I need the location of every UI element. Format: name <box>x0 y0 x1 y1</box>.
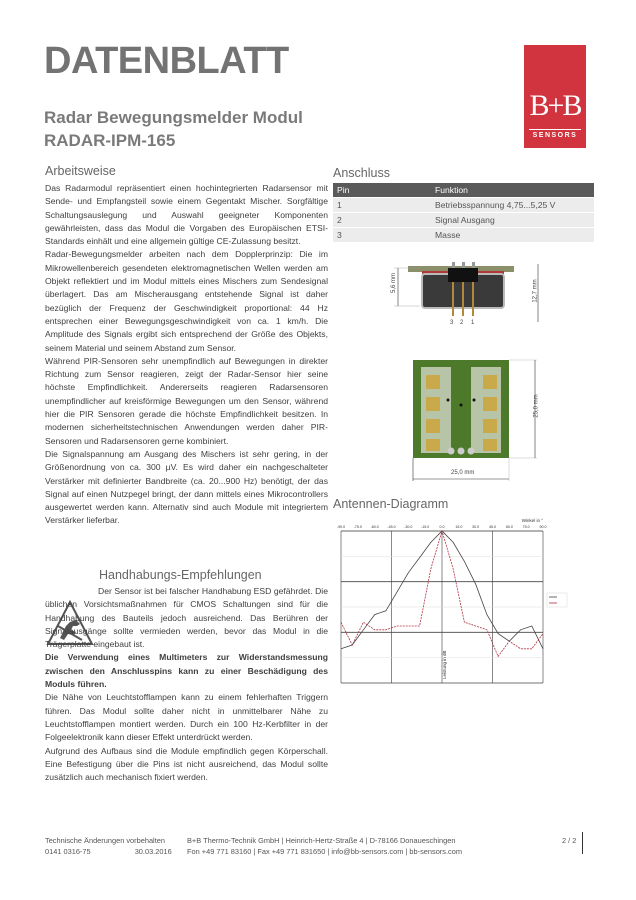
doc-info <box>45 846 172 857</box>
function-cell: Signal Ausgang <box>431 212 594 227</box>
esd-intro: Der Sensor ist bei falscher Handhabung ESD gefährdet. Die üblichen Vorsichtsmaßnahmen für CMOS Schaltungen sind für die Handhabung des Bauteils jedoch ausreichend. Das Berühren der Signalausgänge sollte vermieden werden, bevor das Modul in die Trägerplatte eingebaut ist. <box>45 586 328 650</box>
paragraph: Aufgrund des Aufbaus sind die Module empfindlich gegen Körperschall. Eine Befestigung über die Pins ist nicht ausreichend, das Modul sollte zusätzlich auch mechanisch fixiert werden. <box>45 745 328 783</box>
dimension-label: 12,7 mm <box>532 279 539 303</box>
handhabung-text <box>45 585 328 784</box>
svg-text:-75.0: -75.0 <box>353 525 362 529</box>
pin-cell: 2 <box>333 212 431 227</box>
svg-text:Winkel in °: Winkel in ° <box>521 518 543 523</box>
svg-text:-90.0: -90.0 <box>336 525 346 529</box>
svg-text:15.0: 15.0 <box>455 525 463 529</box>
svg-text:Leistung in dB: Leistung in dB <box>442 650 447 679</box>
footer-divider <box>582 832 583 854</box>
section-heading-anschluss: Anschluss <box>333 166 390 180</box>
footer-left <box>45 835 172 857</box>
pin-table <box>333 183 594 242</box>
table-header-row <box>333 183 594 197</box>
change-notice: Technische Änderungen vorbehalten <box>45 836 165 845</box>
paragraph: Die Signalspannung am Ausgang des Mischers ist sehr gering, in der Größenordnung von ca. 300 µV. Es wird daher ein nachgeschalteter Verstärker mit definierter Bandbreite (ca. 20...900 Hz) benötigt, der das Signal auf einen Nutzpegel bringt, der dann mittels eines Mikrocontrollers ausgewertet werden kann. Alternativ sind auch Module mit integriertem Verstärker lieferbar. <box>45 448 328 526</box>
section-heading-arbeitsweise: Arbeitsweise <box>45 164 116 178</box>
arbeitsweise-text <box>45 182 328 528</box>
logo-mark: B+B <box>529 89 581 122</box>
column-header-pin: Pin <box>333 183 431 197</box>
module-side-view <box>380 262 560 332</box>
svg-text:-30.0: -30.0 <box>404 525 413 529</box>
document-date: 30.03.2016 <box>134 847 172 856</box>
page-number: 2 / 2 <box>562 836 577 845</box>
company-address: B+B Thermo-Technik GmbH | Heinrich-Hertz-Straße 4 | D-78166 Donaueschingen <box>187 836 456 845</box>
svg-text:90.0: 90.0 <box>539 525 547 529</box>
table-row <box>333 227 594 242</box>
product-subtitle <box>44 106 303 152</box>
svg-text:-45.0: -45.0 <box>387 525 396 529</box>
paragraph: Radar-Bewegungsmelder arbeiten nach dem Dopplerprinzip: Die im Mikrowellenbereich gesendeten elektromagnetischen Wellen werden am Objekt reflektiert und im Modul mittels eines Mischers zum Sendesignal überlagert. Das am Mischerausgang entstehende Signal ist daher bezüglich der Frequenz der Geschwindigkeit proportional: 44 Hz entsprechen einer Bewegungsgeschwindigkeit von ca. 1 km/h. Die Amplitude des Signals ergibt sich entsprechend der Größe des Objekts, seinem Material und seinem Abstand zum Sensor. <box>45 249 328 353</box>
section-heading-handhabung: Handhabungs-Empfehlungen <box>99 568 262 582</box>
svg-text:60.0: 60.0 <box>505 525 513 529</box>
svg-text:75.0: 75.0 <box>522 525 530 529</box>
footer-company <box>187 835 462 857</box>
svg-text:-60.0: -60.0 <box>370 525 379 529</box>
pcb-antenna-drawing <box>375 355 550 485</box>
product-type: Radar Bewegungsmelder Modul <box>44 108 303 127</box>
logo-tagline: SENSORS <box>532 132 578 139</box>
section-heading-antenne: Antennen-Diagramm <box>333 497 449 511</box>
multimeter-warning: Die Verwendung eines Multimeters zur Widerstandsmessung zwischen den Anschlusspins kann zu einer Beschädigung des Moduls führen. <box>45 652 328 690</box>
antenna-pattern-plot <box>333 513 568 688</box>
table-row <box>333 197 594 212</box>
pin-cell: 3 <box>333 227 431 242</box>
dimension-label: 5,6 mm <box>391 272 398 294</box>
pin-cell: 1 <box>333 197 431 212</box>
page-title: DATENBLATT <box>44 40 289 82</box>
pin-label: 2 <box>460 320 464 326</box>
svg-text:0.0: 0.0 <box>439 525 445 529</box>
svg-text:45.0: 45.0 <box>489 525 496 529</box>
dimension-label: 25,0 mm <box>533 394 540 418</box>
logo-divider <box>529 129 581 130</box>
paragraph: Die Nähe von Leuchtstofflampen kann zu einem fehlerhaften Triggern führen. Das Modul sollte daher nicht in unmittelbarer Nähe zu Leuchtstofflampen montiert werden. Durch ein 100 Hz-Kerbfilter in der Folgeelektronik kann dieser Effekt unterdrückt werden. <box>45 692 328 743</box>
document-number: 0141 0316-75 <box>45 847 91 856</box>
column-header-funktion: Funktion <box>431 183 594 197</box>
paragraph: Während PIR-Sensoren sehr unempfindlich auf Bewegungen in direkter Richtung zum Sensor reagieren, zeigt der Radar-Sensor hier seine höchste Empfindlichkeit. Andererseits reagieren Radarsensoren unempfindlicher auf kreisförmige Bewegungen um den Sensor, während hier die PIR Sensoren gerade die höchste Empfindlichkeit besitzen. In modernen sicherheitstechnischen Anwendungen werden daher PIR-Sensoren und Radarsensoren gerne kombiniert. <box>45 355 328 446</box>
paragraph: Das Radarmodul repräsentiert einen hochintegrierten Radarsensor mit Sende- und Empfangsteil sowie einem Gegentakt Mischer. Sorgfältige Schaltungsauslegung und Auswahl geeigneter Komponenten gewährleisten, dass das Modul die Vorgaben des Europäischen ETSI-Standards einhält und eine allgemein gültige CE-Zulassung besitzt. <box>45 183 328 247</box>
pin-label: 3 <box>450 320 454 326</box>
pin-label: 1 <box>471 320 475 326</box>
svg-text:30.0: 30.0 <box>472 525 480 529</box>
svg-text:-15.0: -15.0 <box>421 525 430 529</box>
module-top-view <box>375 355 550 485</box>
bb-sensors-logo <box>524 45 586 148</box>
table-row <box>333 212 594 227</box>
product-code: RADAR-IPM-165 <box>44 131 176 150</box>
function-cell: Masse <box>431 227 594 242</box>
company-contact: Fon +49 771 83160 | Fax +49 771 831650 | info@bb-sensors.com | bb-sensors.com <box>187 847 462 856</box>
function-cell: Betriebsspannung 4,75...5,25 V <box>431 197 594 212</box>
dimension-label: 25,0 mm <box>451 470 475 476</box>
antenna-pattern-chart <box>333 513 568 688</box>
